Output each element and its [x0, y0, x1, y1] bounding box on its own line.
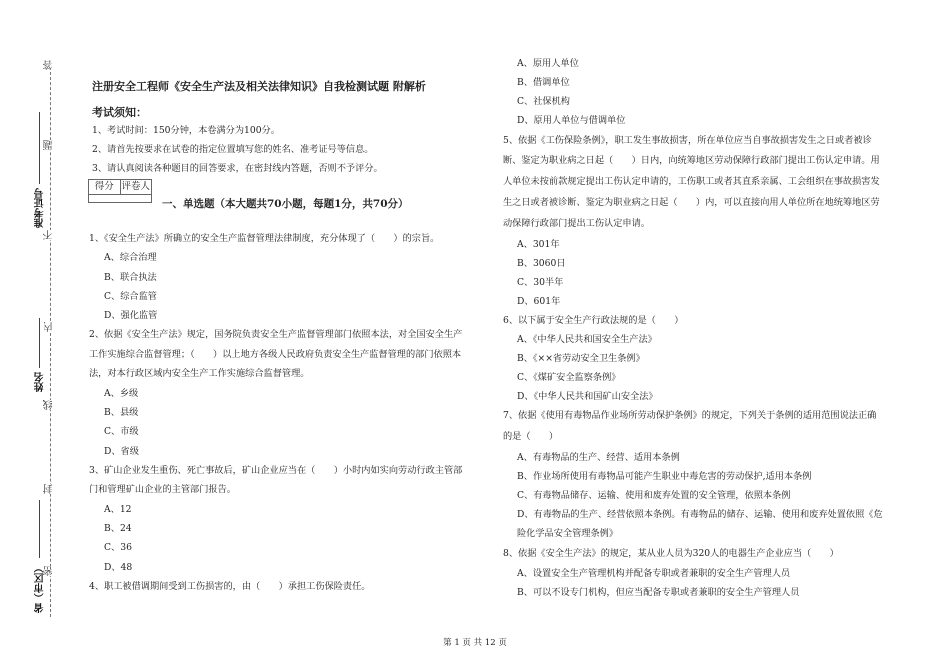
margin-mark-da: 答	[44, 60, 55, 70]
notice-heading: 考试须知：	[92, 106, 147, 119]
option-line: C、《煤矿安全监察条例》	[517, 372, 621, 383]
margin-mark-bu: 不	[44, 230, 55, 240]
name-blank[interactable]	[39, 318, 40, 368]
option-line: A、有毒物品的生产、经营、适用本条例	[517, 452, 680, 463]
option-line: D、601年	[517, 296, 561, 307]
province-blank[interactable]	[39, 500, 40, 558]
option-line: B、可以不设专门机构，但应当配备专职或者兼职的安全生产管理人员	[517, 587, 800, 598]
option-line: A、《中华人民共和国安全生产法》	[517, 334, 657, 345]
margin-mark-feng: 封	[44, 484, 55, 494]
section-heading: 一、单选题（本大题共70小题，每题1分，共70分）	[162, 198, 409, 210]
question-line: 的是（ ）	[503, 431, 559, 442]
margin-mark-nei: 内	[44, 322, 55, 332]
notice-item: 1、考试时间：150分钟，本卷满分为100分。	[92, 125, 280, 136]
option-line: C、有毒物品储存、运输、使用和废弃处置的安全管理，依照本条例	[517, 490, 791, 501]
page-footer: 第 1 页 共 12 页	[443, 638, 507, 648]
margin-mark-ti: 题	[44, 140, 55, 150]
name-label: 姓名	[35, 372, 46, 392]
option-line: D、有毒物品的生产、经营依照本条例。有毒物品的储存、运输、使用和废弃处置依照《危	[517, 509, 883, 520]
notice-item: 3、请认真阅读各种题目的回答要求，在密封线内答题，否则不予评分。	[92, 163, 383, 174]
option-line: B、作业场所使用有毒物品可能产生职业中毒危害的劳动保护,适用本条例	[517, 471, 812, 482]
question-line: 8、依据《安全生产法》的规定，某从业人员为320人的电器生产企业应当（ ）	[503, 548, 839, 559]
question-line: 3、矿山企业发生重伤、死亡事故后，矿山企业应当在（ ）小时内如实向劳动行政主管部	[89, 465, 463, 476]
option-line: D、强化监管	[104, 310, 158, 321]
question-line: 断、鉴定为职业病之日起（ ）日内，向统筹地区劳动保障行政部门提出工伤认定申请。用	[503, 155, 880, 166]
grader-label: 评卷人	[120, 180, 152, 195]
exam-number-label: 准考证号	[35, 188, 46, 228]
option-line: B、县级	[104, 407, 139, 418]
binding-margin	[0, 0, 80, 671]
notice-item: 2、请首先按要求在试卷的指定位置填写您的姓名、准考证号等信息。	[92, 144, 374, 155]
option-line: C、36	[104, 542, 132, 553]
question-line: 工作实施综合监督管理；（ ）以上地方各级人民政府负责安全生产监督管理的部门依照本	[89, 349, 462, 360]
question-line: 法，对本行政区域内安全生产工作实施综合监督管理。	[89, 368, 310, 379]
option-line: A、原用人单位	[517, 58, 579, 69]
option-line: 险化学品安全管理条例》	[517, 528, 619, 539]
question-line: 5、依据《工伤保险条例》，职工发生事故损害，所在单位应当自事故损害发生之日或者被诊	[503, 135, 872, 146]
margin-mark-xian: 线	[44, 400, 55, 410]
option-line: A、综合治理	[104, 252, 157, 263]
question-line: 生之日或者被诊断、鉴定为职业病之日起（ ）内，可以直接向用人单位所在地统筹地区劳	[503, 197, 880, 208]
option-line: A、301年	[517, 239, 560, 250]
option-line: C、综合监管	[104, 291, 157, 302]
option-line: A、设置安全生产管理机构并配备专职或者兼职的安全生产管理人员	[517, 568, 791, 579]
option-line: B、24	[104, 523, 132, 534]
option-line: C、社保机构	[517, 96, 570, 107]
margin-mark-mi: 密	[44, 566, 55, 576]
question-line: 7、依据《使用有毒物品作业场所劳动保护条例》的规定，下列关于条例的适用范围说法正确	[503, 410, 877, 421]
question-line: 4、职工被借调期间受到工伤损害的，由（ ）承担工伤保险责任。	[89, 581, 371, 592]
question-line: 人单位未按前款规定提出工伤认定申请的，工伤职工或者其直系亲属、工会组织在事故损害发	[503, 176, 880, 187]
option-line: B、《××省劳动安全卫生条例》	[517, 353, 645, 364]
question-line: 动保障行政部门提出工伤认定申请。	[503, 218, 650, 229]
score-label: 得分	[89, 180, 120, 195]
option-line: A、12	[104, 504, 132, 515]
question-line: 6、以下属于安全生产行政法规的是（ ）	[503, 315, 684, 326]
option-line: B、3060日	[517, 258, 566, 269]
option-line: D、48	[104, 562, 133, 573]
option-line: B、联合执法	[104, 272, 157, 283]
exam-number-blank[interactable]	[39, 112, 40, 184]
province-label: 省（市区）	[35, 563, 46, 613]
option-line: D、省级	[104, 446, 139, 457]
option-line: A、乡级	[104, 388, 139, 399]
option-line: C、30半年	[517, 277, 564, 288]
option-line: D、《中华人民共和国矿山安全法》	[517, 391, 658, 402]
question-line: 门和管理矿山企业的主管部门报告。	[89, 484, 236, 495]
question-line: 2、依据《安全生产法》规定，国务院负责安全生产监督管理部门依照本法，对全国安全生产	[89, 329, 463, 340]
exam-title: 注册安全工程师《安全生产法及相关法律知识》自我检测试题 附解析	[92, 80, 426, 93]
option-line: B、借调单位	[517, 77, 570, 88]
score-box	[88, 179, 152, 203]
question-line: 1、《安全生产法》所确立的安全生产监督管理法律制度，充分体现了（ ）的宗旨。	[89, 233, 440, 244]
option-line: D、原用人单位与借调单位	[517, 115, 626, 126]
option-line: C、市级	[104, 426, 139, 437]
